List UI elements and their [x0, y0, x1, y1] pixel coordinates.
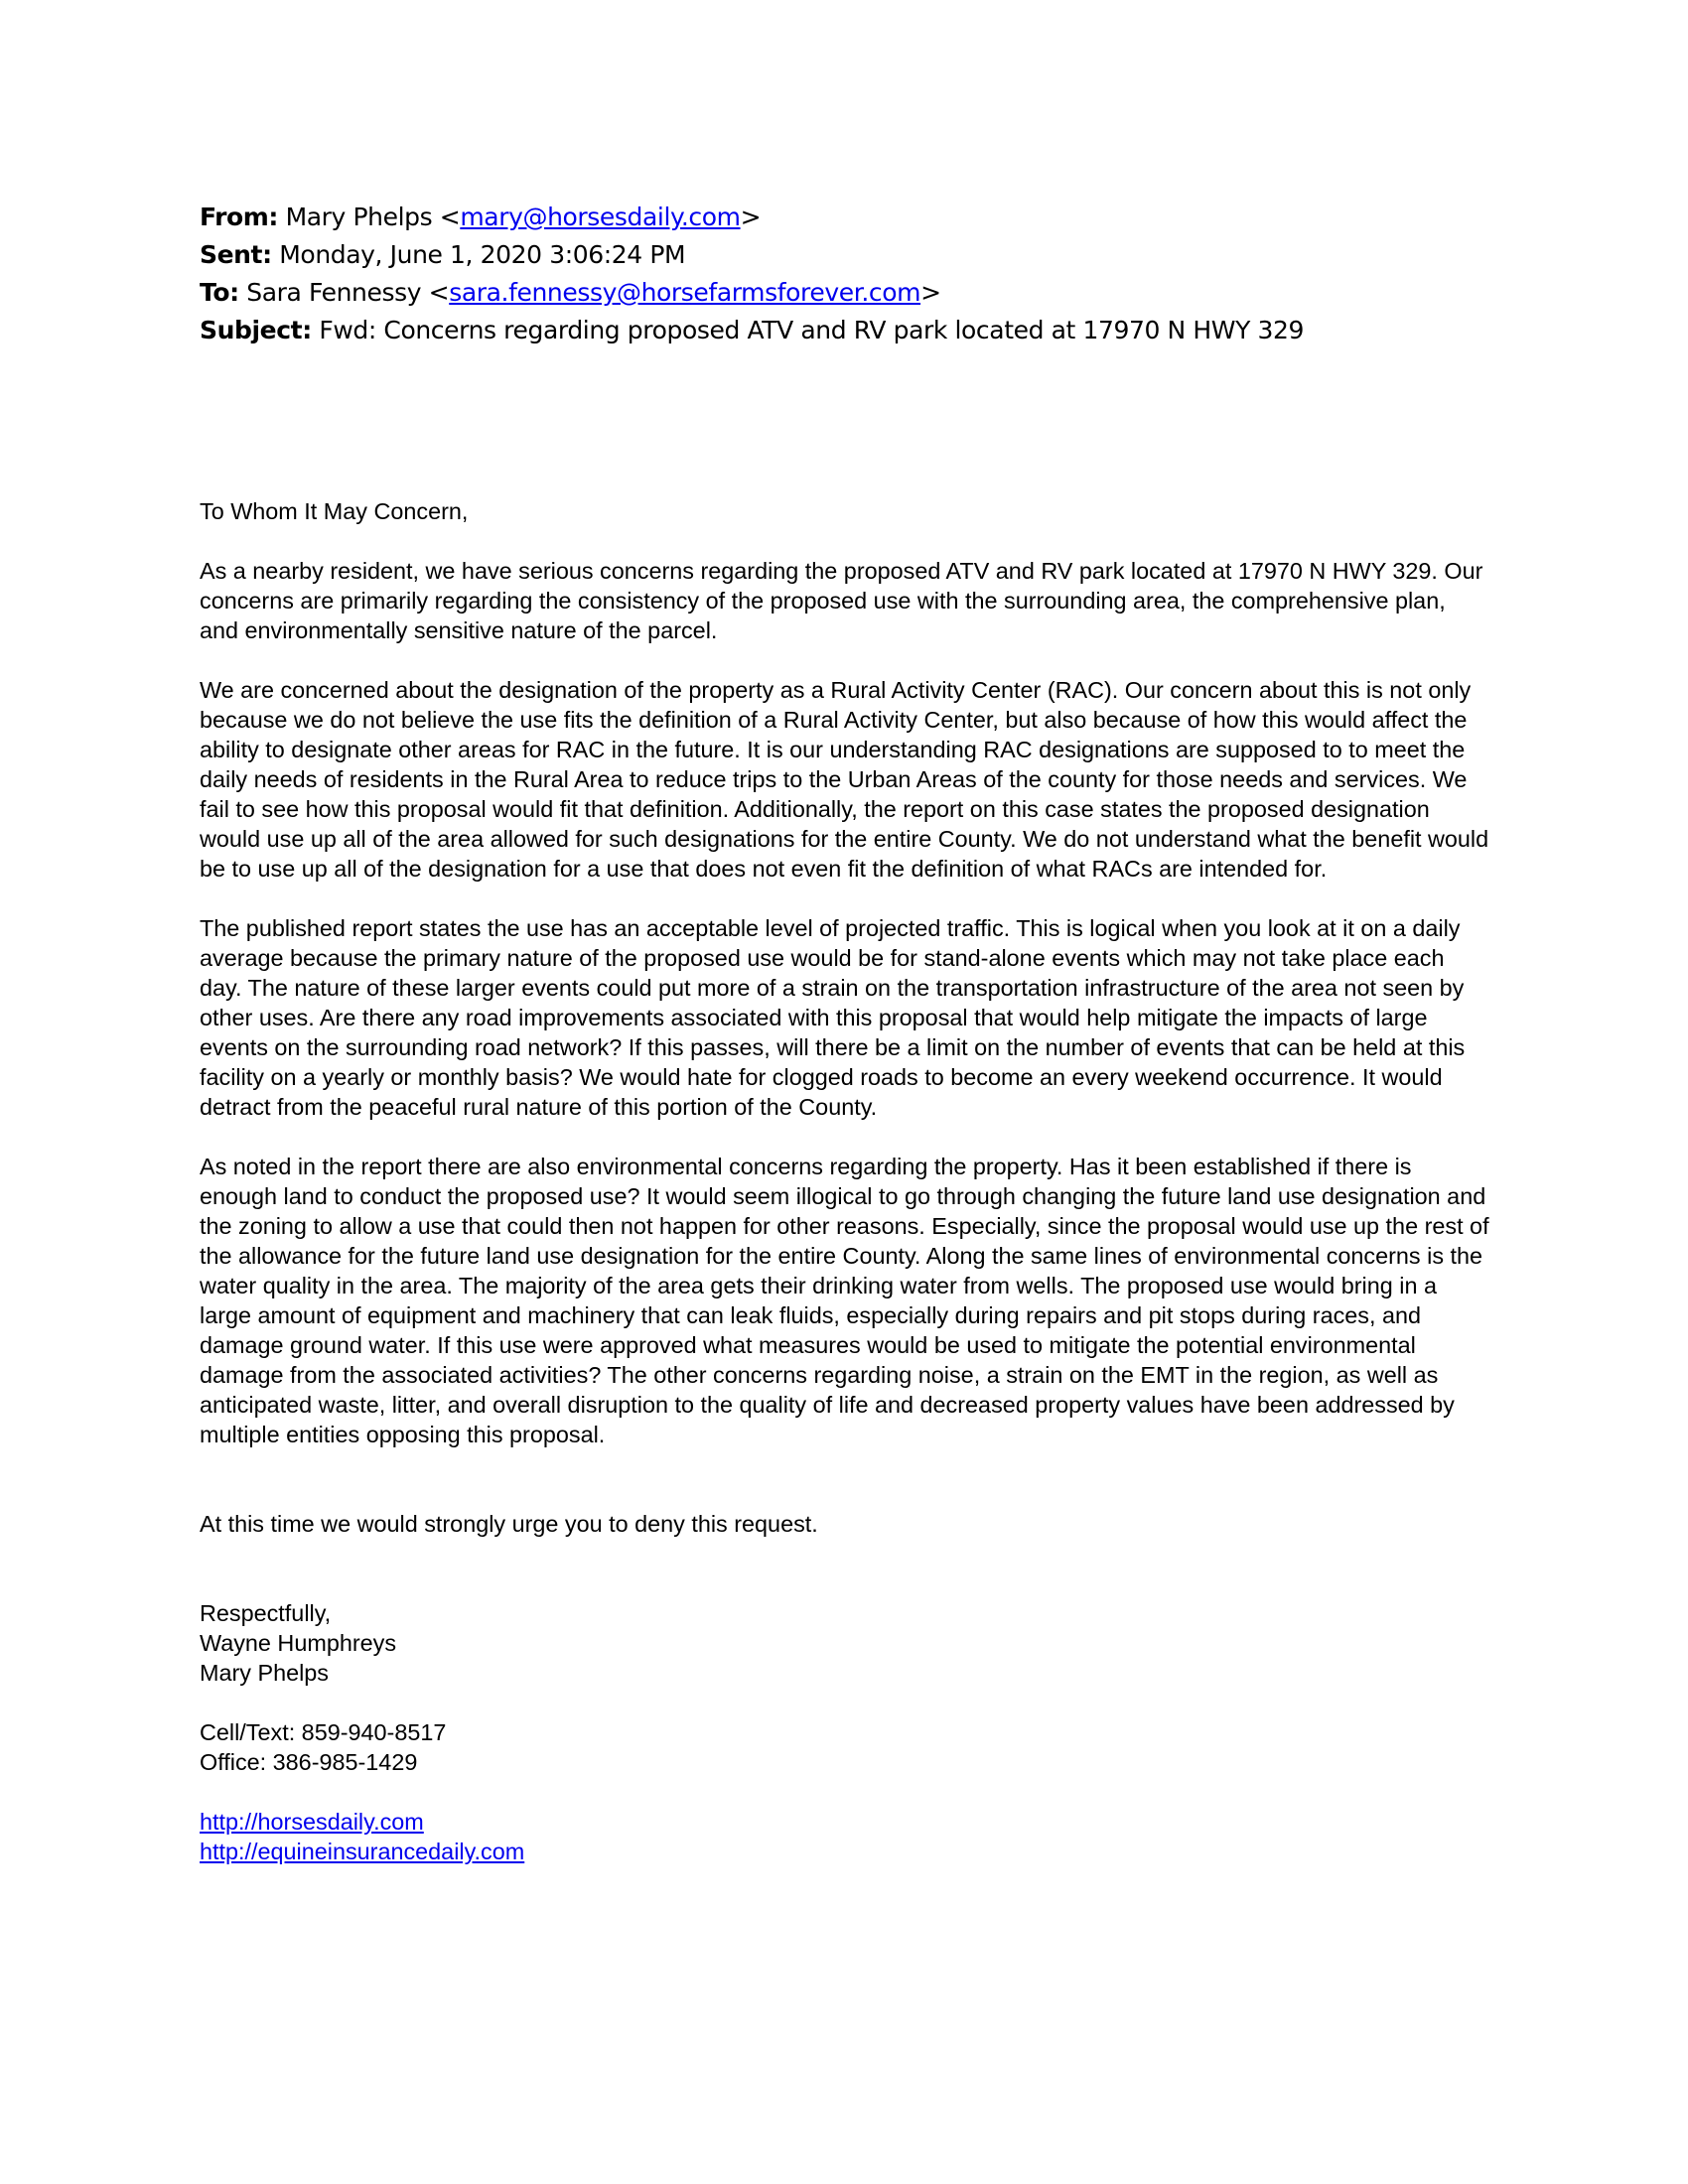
to-label: To: — [200, 278, 239, 307]
horsesdaily-link[interactable]: http://horsesdaily.com — [200, 1809, 424, 1835]
signer-name: Wayne Humphreys — [200, 1630, 397, 1656]
office-phone: Office: 386-985-1429 — [200, 1749, 418, 1775]
from-line — [200, 199, 1490, 236]
email-header — [200, 199, 1490, 349]
closing: Respectfully, — [200, 1600, 332, 1626]
to-line — [200, 274, 1490, 312]
sent-label: Sent: — [200, 240, 272, 269]
letter-body — [200, 496, 1490, 1866]
to-email-link[interactable]: sara.fennessy@horsefarmsforever.com — [449, 278, 921, 307]
contact-block — [200, 1717, 1490, 1777]
from-label: From: — [200, 203, 279, 231]
sent-value: Monday, June 1, 2020 3:06:24 PM — [279, 240, 686, 269]
equineinsurancedaily-link[interactable]: http://equineinsurancedaily.com — [200, 1839, 525, 1864]
to-close: > — [920, 278, 941, 307]
greeting: To Whom It May Concern, — [200, 498, 469, 524]
paragraph-rac-designation: We are concerned about the designation of the property as a Rural Activity Center (RAC). Our concern about this is not only because we do not believe the use fits the definition of a Rural Activity Center, but also because of how this would affect the ability to designate other areas for RAC in the future. It is our understanding RAC designations are supposed to to meet the daily needs of residents in the Rural Area to reduce trips to the Urban Areas of the county for those needs and services. We fail to see how this proposal would fit that definition. Additionally, the report on this case states the proposed designation would use up all of the area allowed for such designations for the entire County. We do not understand what the benefit would be to use up all of the designation for a use that does not even fit the definition of what RACs are intended for. — [200, 677, 1489, 882]
from-close: > — [740, 203, 762, 231]
subject-label: Subject: — [200, 316, 312, 344]
paragraph-concerns: As a nearby resident, we have serious concerns regarding the proposed ATV and RV park located at 17970 N HWY 329. Our concerns are primarily regarding the consistency of the proposed use with the surrounding area, the comprehensive plan, and environmentally sensitive nature of the parcel. — [200, 558, 1483, 643]
subject-line — [200, 312, 1490, 349]
subject-value: Fwd: Concerns regarding proposed ATV and RV park located at 17970 N HWY 329 — [319, 316, 1305, 344]
from-email-link[interactable]: mary@horsesdaily.com — [460, 203, 741, 231]
paragraph-urge: At this time we would strongly urge you to deny this request. — [200, 1511, 818, 1537]
sent-line — [200, 236, 1490, 274]
signature-block — [200, 1598, 1490, 1688]
to-name: Sara Fennessy < — [246, 278, 450, 307]
signer-name: Mary Phelps — [200, 1660, 329, 1686]
paragraph-traffic: The published report states the use has an acceptable level of projected traffic. This is logical when you look at it on a daily average because the primary nature of the proposed use would be for stand-alone events which may not take place each day. The nature of these larger events could put more of a strain on the transportation infrastructure of the area not seen by other uses. Are there any road improvements associated with this proposal that would help mitigate the impacts of large events on the surrounding road network? If this passes, will there be a limit on the number of events that can be held at this facility on a yearly or monthly basis? We would hate for clogged roads to become an every weekend occurrence. It would detract from the peaceful rural nature of this portion of the County. — [200, 915, 1466, 1120]
from-name: Mary Phelps < — [285, 203, 461, 231]
paragraph-environmental: As noted in the report there are also environmental concerns regarding the property. Has it been established if there is enough land to conduct the proposed use? It would seem illogical to go through changing the future land use designation and the zoning to allow a use that could then not happen for other reasons. Especially, since the proposal would use up the rest of the allowance for the future land use designation for the entire County. Along the same lines of environmental concerns is the water quality in the area. The majority of the area gets their drinking water from wells. The proposed use would bring in a large amount of equipment and machinery that can leak fluids, especially during repairs and pit stops during races, and damage ground water. If this use were approved what measures would be used to mitigate the potential environmental damage from the associated activities? The other concerns regarding noise, a strain on the EMT in the region, as well as anticipated waste, litter, and overall disruption to the quality of life and decreased property values have been addressed by multiple entities opposing this proposal. — [200, 1154, 1489, 1447]
cell-phone: Cell/Text: 859-940-8517 — [200, 1719, 447, 1745]
links-block — [200, 1807, 1490, 1866]
